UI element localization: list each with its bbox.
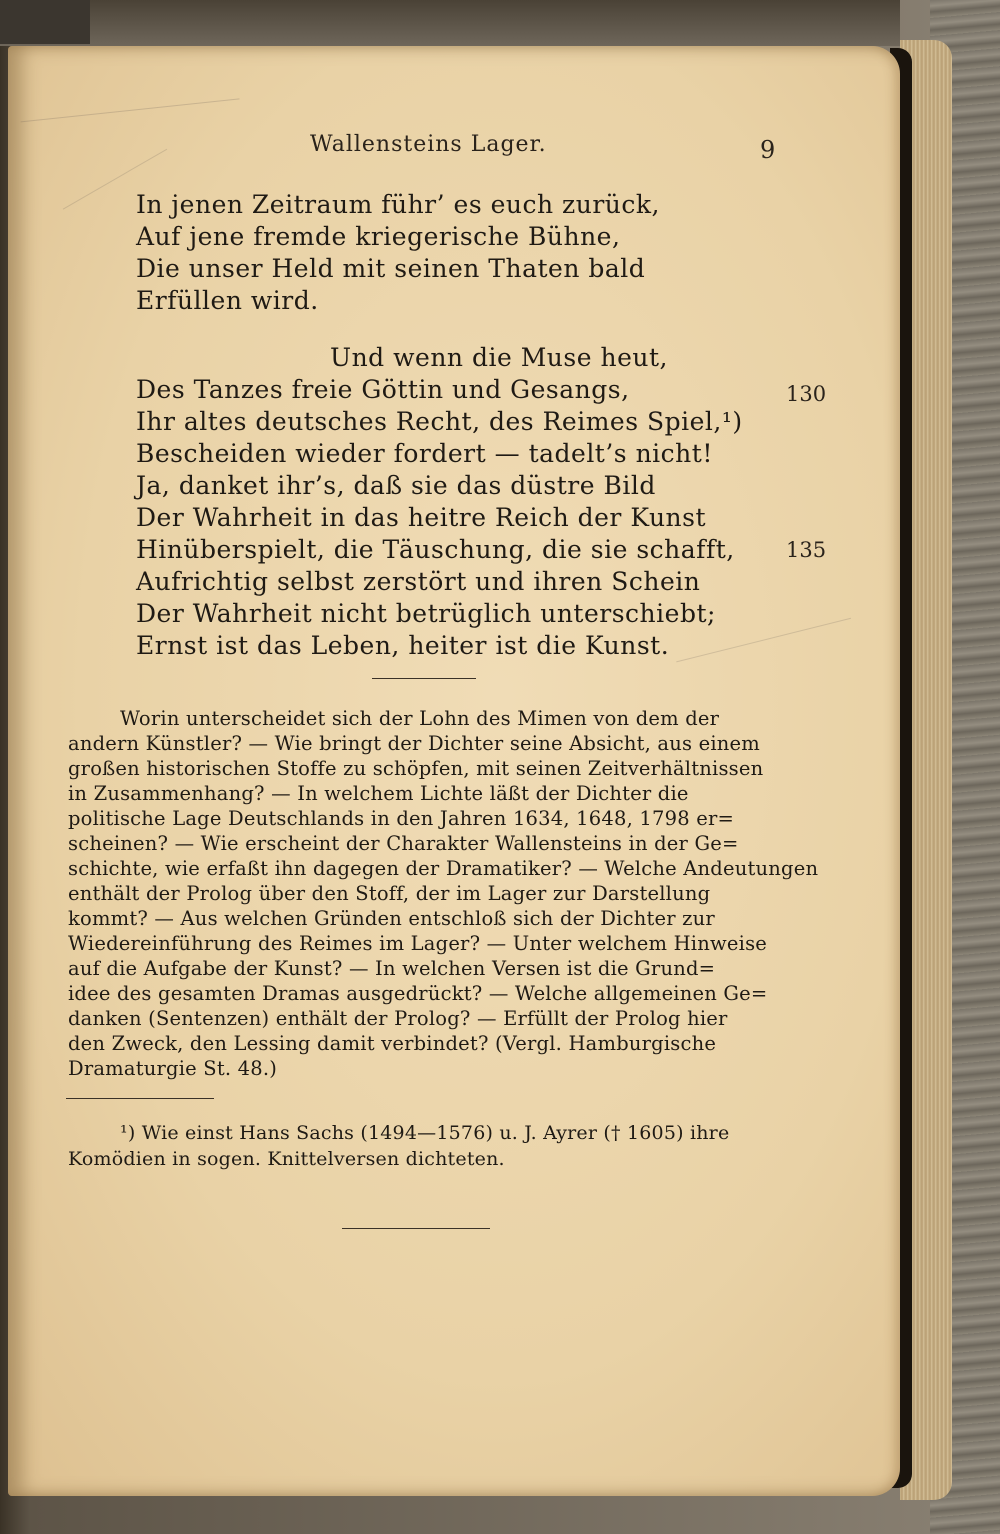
running-head: Wallensteins Lager. bbox=[310, 132, 547, 157]
page-number: 9 bbox=[760, 136, 776, 164]
question-line: auf die Aufgabe der Kunst? — In welchen Versen ist die Grund= bbox=[68, 957, 716, 980]
question-line: politische Lage Deutschlands in den Jahren 1634, 1648, 1798 er= bbox=[68, 807, 735, 830]
footnote-divider bbox=[66, 1098, 214, 1099]
question-line: großen historischen Stoffe zu schöpfen, mit seinen Zeitverhältnissen bbox=[68, 757, 764, 780]
verse-line: Bescheiden wieder fordert — tadelt’s nicht! bbox=[136, 439, 713, 468]
question-line: schichte, wie erfaßt ihn dagegen der Dramatiker? — Welche Andeutungen bbox=[68, 857, 819, 880]
question-line: danken (Sentenzen) enthält der Prolog? — Erfüllt der Prolog hier bbox=[68, 1007, 728, 1030]
question-line: andern Künstler? — Wie bringt der Dichter seine Absicht, aus einem bbox=[68, 732, 760, 755]
verse-line: Ernst ist das Leben, heiter ist die Kunst. bbox=[136, 631, 670, 660]
verse-line: Erfüllen wird. bbox=[136, 286, 319, 315]
verse-line: Der Wahrheit in das heitre Reich der Kunst bbox=[136, 503, 707, 532]
question-line: Dramaturgie St. 48.) bbox=[68, 1057, 278, 1080]
question-line: kommt? — Aus welchen Gründen entschloß sich der Dichter zur bbox=[68, 907, 715, 930]
footnote-line: Komödien in sogen. Knittelversen dichteten. bbox=[68, 1148, 505, 1170]
line-number: 135 bbox=[786, 538, 827, 562]
top-strip bbox=[0, 0, 900, 46]
end-divider bbox=[342, 1228, 490, 1229]
footnote-line bbox=[120, 1122, 729, 1144]
question-line: Wiedereinführung des Reimes im Lager? — Unter welchem Hinweise bbox=[68, 932, 768, 955]
verse-line: Hinüberspielt, die Täuschung, die sie schafft, bbox=[136, 535, 735, 564]
verse-line: Aufrichtig selbst zerstört und ihren Schein bbox=[136, 567, 701, 596]
verse-line: Des Tanzes freie Göttin und Gesangs, bbox=[136, 375, 630, 404]
section-divider bbox=[372, 678, 476, 679]
verse-line: Der Wahrheit nicht betrüglich unterschiebt; bbox=[136, 599, 716, 628]
verse-line: Die unser Held mit seinen Thaten bald bbox=[136, 254, 646, 283]
line-number: 130 bbox=[786, 382, 827, 406]
question-line: enthält der Prolog über den Stoff, der im Lager zur Darstellung bbox=[68, 882, 711, 905]
footnote-text: Wie einst Hans Sachs (1494—1576) u. J. Ayrer († 1605) ihre bbox=[141, 1122, 730, 1144]
question-line: scheinen? — Wie erscheint der Charakter Wallensteins in der Ge= bbox=[68, 832, 739, 855]
question-line: Worin unterscheidet sich der Lohn des Mimen von dem der bbox=[120, 707, 720, 730]
footnote-marker: ¹) bbox=[120, 1122, 136, 1144]
label-tab bbox=[0, 0, 90, 44]
question-line: den Zweck, den Lessing damit verbindet? (Vergl. Hamburgische bbox=[68, 1032, 717, 1055]
verse-line: Ihr altes deutsches Recht, des Reimes Spiel,¹) bbox=[136, 407, 743, 436]
verse-line: In jenen Zeitraum führ’ es euch zurück, bbox=[136, 190, 660, 219]
verse-line: Und wenn die Muse heut, bbox=[330, 343, 668, 372]
question-line: in Zusammenhang? — In welchem Lichte läßt der Dichter die bbox=[68, 782, 689, 805]
verse-line: Auf jene fremde kriegerische Bühne, bbox=[136, 222, 621, 251]
question-line: idee des gesamten Dramas ausgedrückt? — Welche allgemeinen Ge= bbox=[68, 982, 768, 1005]
verse-line: Ja, danket ihr’s, daß sie das düstre Bild bbox=[136, 471, 656, 500]
